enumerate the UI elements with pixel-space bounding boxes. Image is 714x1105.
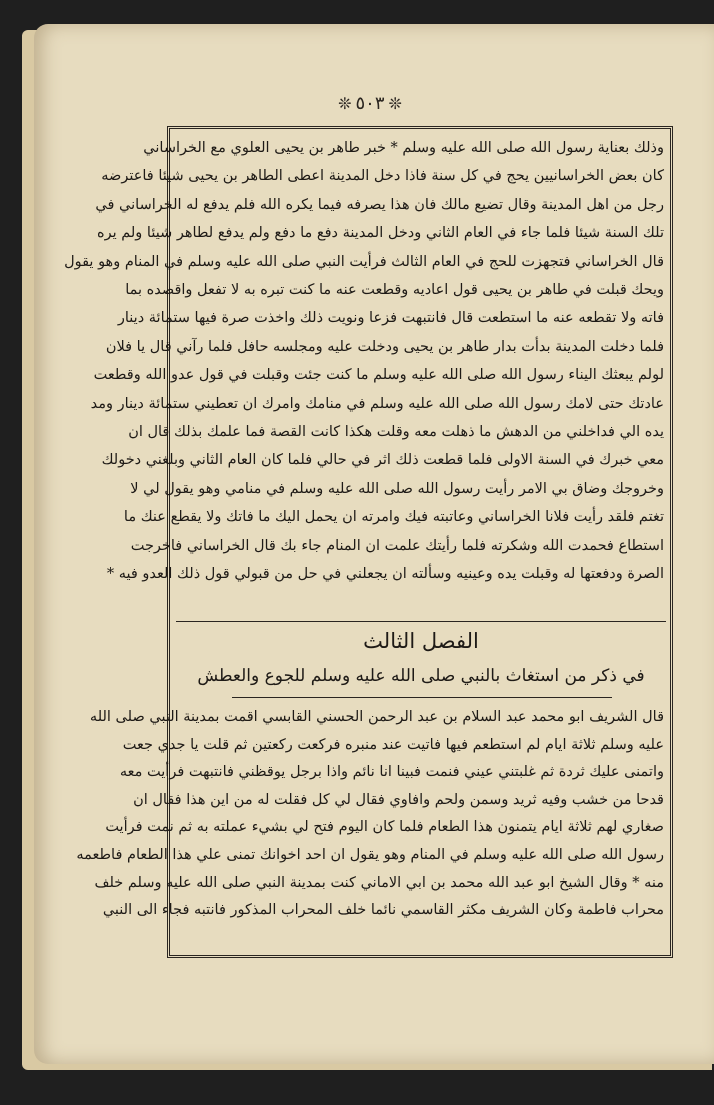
section-divider-bottom bbox=[232, 697, 612, 698]
chapter-title: الفصل الثالث bbox=[363, 629, 479, 653]
text-line: عادتك حتى لامك رسول الله صلى الله عليه وسلم في منامك وامرك ان تعطيني ستمائة دينار ومد bbox=[90, 395, 664, 412]
section-text-1 bbox=[64, 134, 664, 616]
text-line: صغاري لهم ثلاثة ايام يتمنون هذا الطعام فلما كان اليوم فتح لي بشيء عملته به ثم نمت فرأيت bbox=[105, 819, 664, 836]
ornament-left-icon: ❊ bbox=[338, 93, 352, 113]
text-line: رجل من اهل المدينة وقال تضيع مالك فان هذا يصرفه فيما يكره الله فلم يدفع له الخراساني في bbox=[95, 196, 664, 213]
text-line: محراب فاطمة وكان الشريف مكثر القاسمي نائما خلف المحراب المذكور فانتبه فجاء الى النبي bbox=[102, 902, 664, 919]
text-line: منه * وقال الشيخ ابو عبد الله محمد بن ابي الاماني كنت بمدينة النبي صلى الله عليه وسلم خلف bbox=[94, 874, 664, 891]
text-line: استطاع فحمدت الله وشكرته فلما رأيتك علمت ان المنام جاء بك قال الخراساني فاخرجت bbox=[130, 537, 664, 554]
text-line: تلك السنة شيئا فلما جاء في العام الثاني ودخل المدينة دفع ما دفع ولم يدفع لطاهر شيئا ولم يره bbox=[96, 225, 664, 242]
text-line: فلما دخلت المدينة بدأت بدار طاهر بن يحيى ودخلت عليه ومجلسه حافل فلما رآني قال يا فلان bbox=[105, 338, 664, 355]
text-line: وخروجك وضاق بي الامر رأيت رسول الله صلى الله عليه وسلم في منامي وهو يقول لي لا bbox=[130, 480, 664, 497]
text-line: وذلك بعناية رسول الله صلى الله عليه وسلم * خبر طاهر بن يحيى العلوي مع الخراساني bbox=[143, 140, 664, 156]
text-line: فاته ولا تقطعه عنه ما استطعت قال فانتبهت فزعا ونويت ذلك واخذت صرة فيها ستمائة دينار bbox=[117, 310, 664, 327]
page-header bbox=[315, 90, 425, 116]
text-line: معي خبرك في السنة الاولى فلما قطعت ذلك اثر في حالي فلما كان العام الثاني وبلغني دخولك bbox=[101, 452, 664, 469]
chapter-subtitle: في ذكر من استغاث بالنبي صلى الله عليه وسلم للجوع والعطش bbox=[197, 666, 645, 686]
text-line: الصرة ودفعتها له وقبلت يده وعينيه وسألته ان يجعلني في حل من قبولي قول ذلك العدو فيه * bbox=[106, 566, 664, 583]
text-line: قدحا من خشب وفيه ثريد وسمن ولحم وافاوي فقال لي كل فقلت له من اين هذا فقال ان bbox=[133, 791, 664, 808]
text-line: ويحك قبلت في طاهر بن يحيى قول اعاديه وقطعت عنه ما كنت تبره به لا تفعل واقصده بما bbox=[125, 282, 664, 299]
text-line: قال الشريف ابو محمد عبد السلام بن عبد الرحمن الحسني القابسي اقمت بمدينة النبي صلى الله bbox=[89, 709, 664, 725]
text-line: تغتم فلقد رأيت فلانا الخراساني وعاتبته فيك وامرته ان يحمل اليك ما فاتك ولا يقطع عنك ما bbox=[123, 509, 664, 526]
text-line: عليه وسلم ثلاثة ايام لم استطعم فيها فاتيت عند منبره فركعت ركعتين ثم قلت يا جدي جعت bbox=[122, 736, 664, 753]
text-line: واتمنى عليك ثردة ثم غلبتني عيني فنمت فبينا انا نائم واذا برجل يوقظني فانتبهت فرأيت معه bbox=[119, 764, 664, 781]
page-number: ٥٠٣ bbox=[355, 92, 385, 114]
text-line: يده الي فداخلني من الدهش ما ذهلت معه وقلت هكذا كانت القصة فما علمك بذلك قال ان bbox=[128, 424, 664, 441]
section-divider-top bbox=[176, 621, 666, 622]
text-line: لولم يبعثك اليناء رسول الله صلى الله عليه وسلم ما كنت جئت وقبلت في قول عدو الله وقطعت bbox=[93, 367, 664, 384]
text-line: كان بعض الخراسانيين يحج في كل سنة فاذا دخل المدينة اعطى الطاهر بن يحيى شيئا فاعترضه bbox=[101, 168, 664, 185]
text-line: قال الخراساني فتجهزت للحج في العام الثالث فرأيت النبي صلى الله عليه وسلم في المنام وهو يقول bbox=[64, 253, 664, 270]
ornament-right-icon: ❊ bbox=[388, 93, 402, 113]
text-line: رسول الله صلى الله عليه وسلم في المنام وهو يقول ان احد اخوانك تمنى علي هذا الطعام فاطعمه bbox=[76, 846, 664, 863]
section-text-2 bbox=[76, 704, 664, 954]
